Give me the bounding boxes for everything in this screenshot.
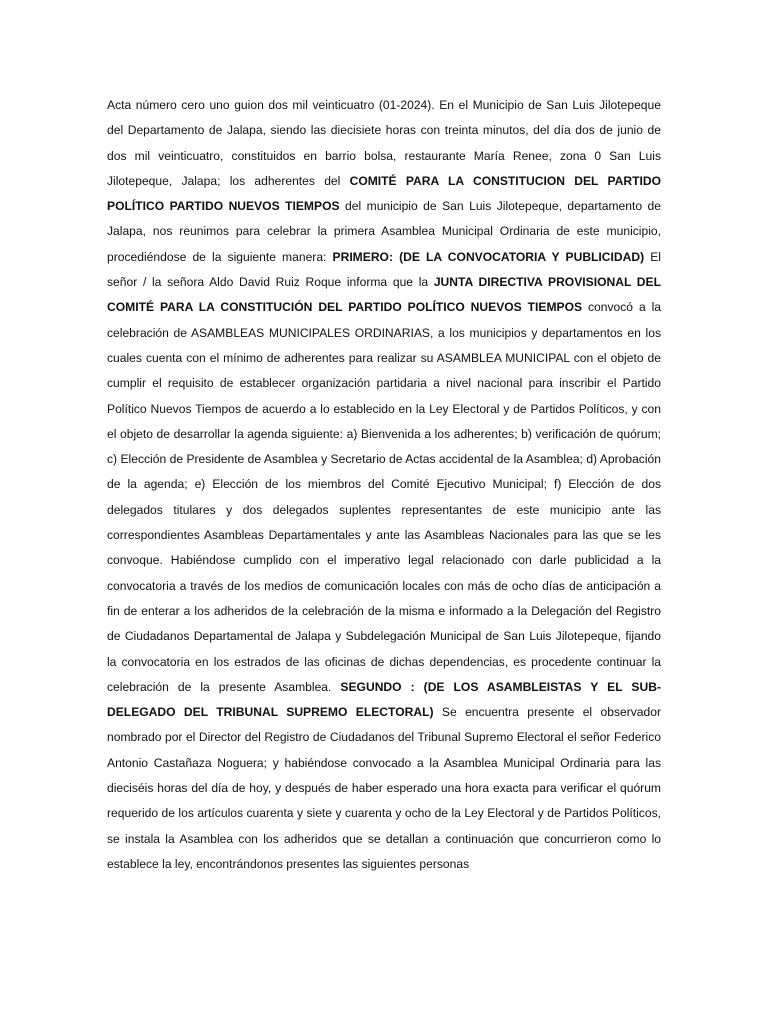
- bold-segment-segundo-heading: SEGUNDO : (DE LOS ASAMBLEISTAS Y EL SUB-DELEGADO DEL TRIBUNAL SUPREMO ELECTORAL): [107, 679, 661, 720]
- bold-segment-committee-name: COMITÉ PARA LA CONSTITUCION DEL PARTIDO POLÍTICO PARTIDO NUEVOS TIEMPOS: [107, 173, 661, 214]
- text-segment: del municipio de San Luis Jilotepeque, departamento de Jalapa, nos reunimos para celebrar la primera Asamblea Municipal Ordinaria de este municipio, procediéndose de la siguiente manera:: [107, 199, 661, 264]
- text-segment: Se encuentra presente el observador nombrado por el Director del Registro de Ciudadanos del Tribunal Supremo Electoral el señor Federico Antonio Castañaza Noguera; y habiéndose convocado a la Asamblea Municipal Ordinaria para las dieciséis horas del día de hoy, y después de haber esperado una hora exacta para verificar el quórum requerido de los artículos cuarenta y siete y cuarenta y ocho de la Ley Electoral y de Partidos Políticos, se instala la Asamblea con los adheridos que se detallan a continuación que concurrieron como lo establece la ley, encontrándonos presentes las siguientes personas: [107, 705, 661, 871]
- bold-segment-junta-directiva: JUNTA DIRECTIVA PROVISIONAL DEL COMITÉ PARA LA CONSTITUCIÓN DEL PARTIDO POLÍTICO NUEVOS TIEMPOS: [107, 275, 661, 315]
- text-segment: El señor / la señora Aldo David Ruiz Roque informa que la: [107, 249, 661, 290]
- text-segment: Acta número cero uno guion dos mil veinticuatro (01-2024). En el Municipio de San Luis Jilotepeque del Departamento de Jalapa, siendo las diecisiete horas con treinta minutos, del día dos de junio de dos mil veinticuatro, constituidos en barrio bolsa, restaurante María Renee, zona 0 San Luis Jilotepeque, Jalapa; los adherentes del: [107, 98, 661, 188]
- acta-paragraph: [107, 93, 661, 877]
- bold-segment-primero-heading: PRIMERO: (DE LA CONVOCATORIA Y PUBLICIDAD): [332, 249, 645, 264]
- text-segment: convocó a la celebración de ASAMBLEAS MUNICIPALES ORDINARIAS, a los municipios y departamentos en los cuales cuenta con el mínimo de adherentes para realizar su ASAMBLEA MUNICIPAL con el objeto de cumplir el requisito de establecer organización partidaria a nivel nacional para inscribir el Partido Político Nuevos Tiempos de acuerdo a lo establecido en la Ley Electoral y de Partidos Políticos, y con el objeto de desarrollar la agenda siguiente: a) Bienvenida a los adherentes; b) verificación de quórum; c) Elección de Presidente de Asamblea y Secretario de Actas accidental de la Asamblea; d) Aprobación de la agenda; e) Elección de los miembros del Comité Ejecutivo Municipal; f) Elección de dos delegados titulares y dos delegados suplentes representantes de este municipio ante las correspondientes Asambleas Departamentales y ante las Asambleas Nacionales para las que se les convoque. Habiéndose cumplido con el imperativo legal relacionado con darle publicidad a la convocatoria a través de los medios de comunicación locales con más de ocho días de anticipación a fin de enterar a los adheridos de la celebración de la misma e informado a la Delegación del Registro de Ciudadanos Departamental de Jalapa y Subdelegación Municipal de San Luis Jilotepeque, fijando la convocatoria en los estrados de las oficinas de dichas dependencias, es procedente continuar la celebración de la presente Asamblea.: [107, 300, 661, 694]
